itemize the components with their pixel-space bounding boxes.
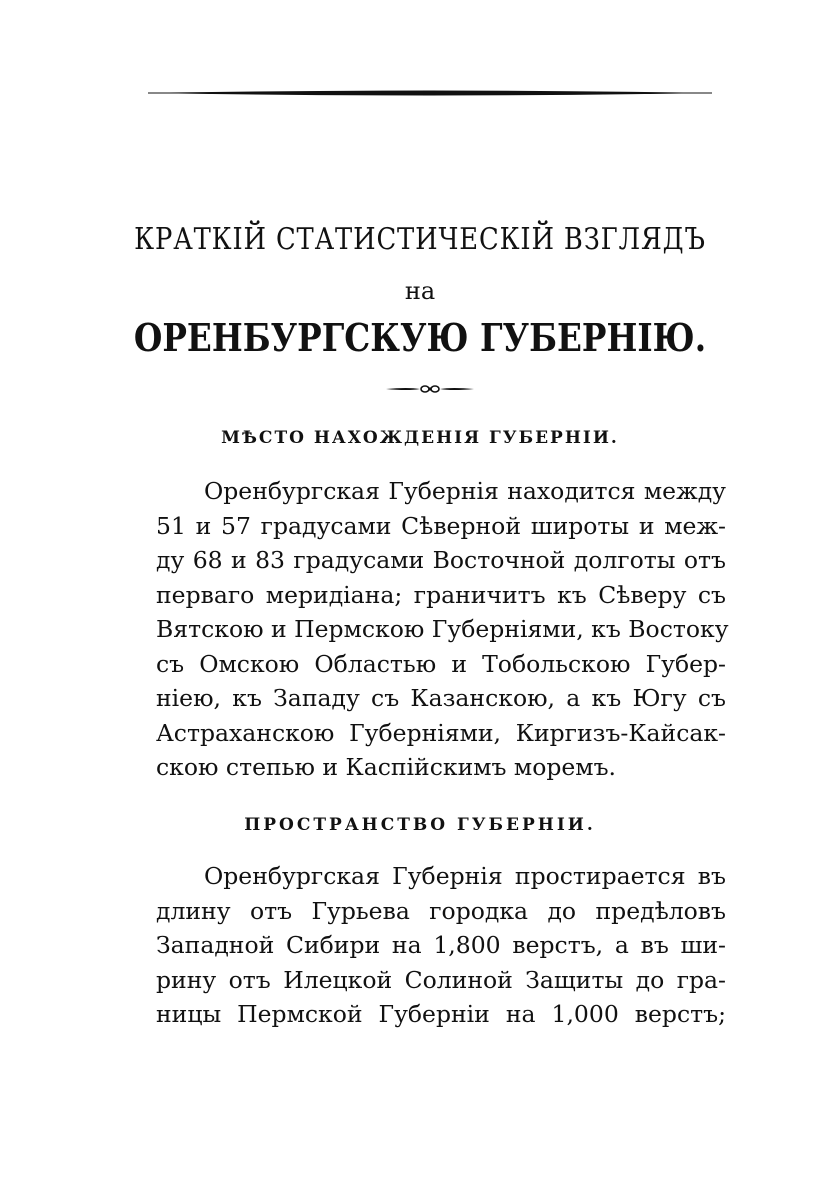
text-line: скою степью и Каспійскимъ моремъ. xyxy=(156,753,617,781)
text-line: Оренбургская Губернія находится между xyxy=(204,477,726,505)
ornament-divider xyxy=(384,382,476,396)
paragraph-location xyxy=(156,474,729,785)
text-line: перваго меридіана; граничитъ къ Сѣверу съ xyxy=(156,580,726,609)
title-line-3: ОРЕНБУРГСКУЮ ГУБЕРНІЮ. xyxy=(133,315,707,360)
text-line: Астраханскою Губерніями, Киргизъ-Кайсак- xyxy=(156,718,726,747)
title-line-2: на xyxy=(404,277,436,305)
section-heading-location: МѢСТО НАХОЖДЕНІЯ ГУБЕРНІИ. xyxy=(221,428,619,448)
paragraph-extent xyxy=(156,859,726,1032)
text-line: Западной Сибири на 1,800 верстъ, а въ ши- xyxy=(156,931,726,959)
text-line: ницы Пермской Губерніи на 1,000 верстъ; xyxy=(156,1000,726,1028)
text-line: 51 и 57 градусами Сѣверной широты и меж- xyxy=(156,511,726,540)
text-line: рину отъ Илецкой Солиной Защиты до гра- xyxy=(156,965,726,994)
text-line: съ Омскою Областью и Тобольскою Губер- xyxy=(156,649,726,678)
text-line: ду 68 и 83 градусами Восточной долготы отъ xyxy=(156,546,726,574)
text-line: длину отъ Гурьева городка до предѣловъ xyxy=(156,896,726,925)
top-rule xyxy=(148,88,712,98)
text-line: Вятскою и Пермскою Губерніями, къ Востоку xyxy=(156,615,729,643)
text-line: Оренбургская Губернія простирается въ xyxy=(204,862,726,890)
text-line: ніею, къ Западу съ Казанскою, а къ Югу съ xyxy=(156,684,726,712)
title-line-1: КРАТКІЙ СТАТИСТИЧЕСКІЙ ВЗГЛЯДЪ xyxy=(134,222,706,257)
section-heading-extent: ПРОСТРАНСТВО ГУБЕРНІИ. xyxy=(244,815,596,835)
